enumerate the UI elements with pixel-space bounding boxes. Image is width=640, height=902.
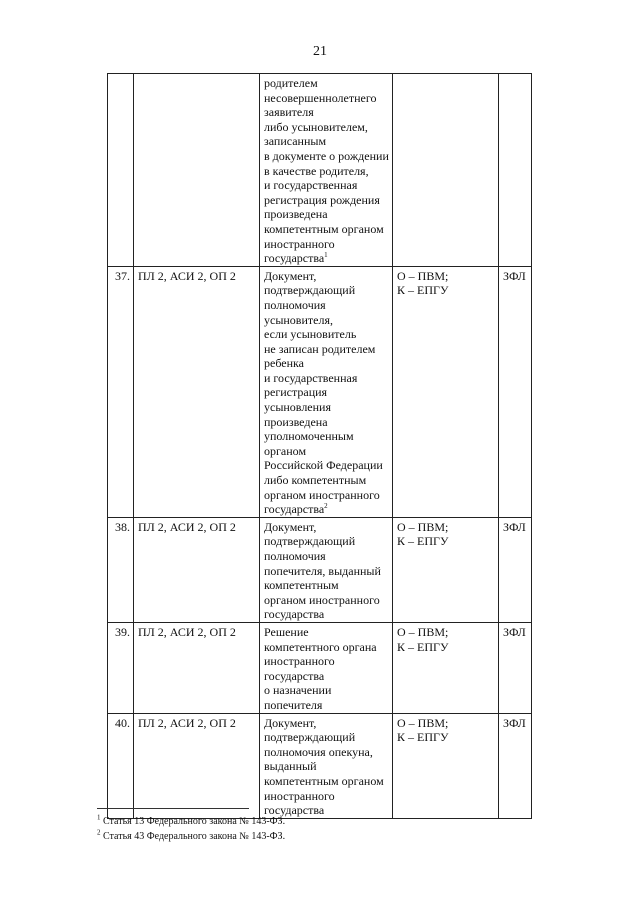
cell-document <box>260 713 393 818</box>
doc-line-text: Документ, <box>264 715 317 730</box>
doc-line <box>264 269 388 284</box>
doc-line: регистрация рождения <box>264 192 380 207</box>
footnote-1 <box>97 814 285 829</box>
cell-number: 40. <box>108 713 134 818</box>
cell-document <box>260 74 393 267</box>
cell-code: ПЛ 2, АСИ 2, ОП 2 <box>134 266 260 517</box>
cell-type: ЗФЛ <box>499 517 532 622</box>
doc-line <box>264 444 388 459</box>
footnote-text: Статья 13 Федерального закона № 143-ФЗ. <box>100 816 286 827</box>
doc-line <box>264 534 388 549</box>
doc-line-text: уполномоченным <box>264 429 354 444</box>
doc-line <box>264 251 388 266</box>
doc-line <box>264 789 388 804</box>
doc-line-text: и государственная <box>264 370 358 385</box>
doc-line <box>264 283 388 298</box>
doc-line-text: компетентного органа <box>264 639 377 654</box>
doc-line <box>264 473 388 488</box>
cell-method <box>393 266 499 517</box>
doc-line-text: ребенка <box>264 356 304 371</box>
doc-line <box>264 640 388 655</box>
doc-line <box>264 683 388 698</box>
doc-line <box>264 669 388 684</box>
doc-line-text: государства <box>264 251 325 266</box>
table-row-continuation <box>108 74 532 267</box>
doc-line <box>264 654 388 669</box>
cell-method <box>393 713 499 818</box>
doc-line <box>264 371 388 386</box>
cell-document <box>260 517 393 622</box>
doc-line <box>264 429 388 444</box>
doc-line: в качестве родителя, <box>264 163 369 178</box>
doc-line-text: подтверждающий <box>264 283 356 298</box>
doc-line-text: произведена <box>264 414 328 429</box>
footnote-2 <box>97 829 285 844</box>
doc-line-text: органом иностранного <box>264 592 380 607</box>
doc-line <box>264 625 388 640</box>
cell-code: ПЛ 2, АСИ 2, ОП 2 <box>134 622 260 713</box>
cell-number <box>108 74 134 267</box>
doc-line-text: попечителя <box>264 697 323 712</box>
doc-line-text: Решение <box>264 624 309 639</box>
doc-line <box>264 730 388 745</box>
cell-number: 37. <box>108 266 134 517</box>
method-line: К – ЕПГУ <box>397 639 449 654</box>
doc-line-text: Российской Федерации <box>264 458 383 473</box>
doc-line-text: органом иностранного <box>264 487 380 502</box>
doc-line-text: регистрация <box>264 385 328 400</box>
method-line: О – ПВМ; <box>397 268 449 283</box>
footnote-mark: 1 <box>97 813 101 822</box>
documents-table <box>107 73 532 819</box>
doc-line <box>264 593 388 608</box>
doc-line-text: не записан родителем <box>264 341 376 356</box>
doc-line: несовершеннолетнего <box>264 90 377 105</box>
doc-line: заявителя <box>264 105 314 120</box>
method-line: О – ПВМ; <box>397 519 449 534</box>
cell-document <box>260 266 393 517</box>
page-number: 21 <box>313 44 327 59</box>
doc-line-text: усыновителя, <box>264 312 333 327</box>
doc-line: либо усыновителем, <box>264 119 368 134</box>
doc-line-text: о назначении <box>264 683 332 698</box>
doc-line: и государственная <box>264 178 358 193</box>
doc-line-text: компетентным органом <box>264 773 384 788</box>
doc-line <box>264 415 388 430</box>
cell-method <box>393 517 499 622</box>
cell-code: ПЛ 2, АСИ 2, ОП 2 <box>134 517 260 622</box>
doc-line: произведена <box>264 207 328 222</box>
doc-line-text: иностранного <box>264 788 335 803</box>
footnotes <box>97 814 285 844</box>
doc-line-text: подтверждающий <box>264 534 356 549</box>
doc-line-text: либо компетентным <box>264 473 367 488</box>
cell-number: 39. <box>108 622 134 713</box>
doc-line <box>264 607 388 622</box>
doc-line-text: полномочия опекуна, <box>264 744 373 759</box>
footnote-text: Статья 43 Федерального закона № 143-ФЗ. <box>100 831 286 842</box>
method-line: К – ЕПГУ <box>397 283 449 298</box>
doc-line-text: выданный <box>264 759 317 774</box>
doc-line-text: органом <box>264 443 307 458</box>
cell-code: ПЛ 2, АСИ 2, ОП 2 <box>134 713 260 818</box>
doc-line <box>264 520 388 535</box>
doc-line-text: государства <box>264 668 325 683</box>
doc-line-text: Документ, <box>264 519 317 534</box>
cell-type <box>499 74 532 267</box>
doc-line <box>264 385 388 400</box>
doc-line <box>264 549 388 564</box>
doc-line <box>264 400 388 415</box>
doc-line: иностранного <box>264 236 335 251</box>
doc-line: записанным <box>264 134 327 149</box>
doc-line-text: если усыновитель <box>264 327 357 342</box>
method-line: О – ПВМ; <box>397 715 449 730</box>
doc-line-text: усыновления <box>264 400 331 415</box>
cell-method <box>393 622 499 713</box>
footnote-mark: 2 <box>97 828 101 837</box>
cell-method <box>393 74 499 267</box>
doc-line <box>264 578 388 593</box>
doc-line-text: иностранного <box>264 654 335 669</box>
doc-line <box>264 759 388 774</box>
footnote-ref: 1 <box>324 251 328 260</box>
doc-line <box>264 698 388 713</box>
doc-line <box>264 502 388 517</box>
doc-line <box>264 564 388 579</box>
doc-line-text: подтверждающий <box>264 730 356 745</box>
cell-document <box>260 622 393 713</box>
doc-line <box>264 774 388 789</box>
doc-line-text: полномочия <box>264 549 326 563</box>
doc-line <box>264 298 388 313</box>
method-line: К – ЕПГУ <box>397 730 449 745</box>
cell-code <box>134 74 260 267</box>
doc-line: компетентным органом <box>264 221 384 236</box>
doc-line-text: полномочия <box>264 297 326 312</box>
doc-line-text: Документ, <box>264 268 317 283</box>
doc-line <box>264 327 388 342</box>
doc-line: родителем <box>264 76 318 90</box>
doc-line <box>264 342 388 357</box>
table-row <box>108 266 532 517</box>
method-line: О – ПВМ; <box>397 624 449 639</box>
cell-type: ЗФЛ <box>499 622 532 713</box>
cell-type: ЗФЛ <box>499 713 532 818</box>
cell-number: 38. <box>108 517 134 622</box>
method-line: К – ЕПГУ <box>397 534 449 549</box>
doc-line <box>264 458 388 473</box>
doc-line-text: государства <box>264 607 325 622</box>
footnote-divider <box>97 808 249 809</box>
doc-line-text: государства <box>264 803 325 818</box>
cell-type: ЗФЛ <box>499 266 532 517</box>
footnote-ref: 2 <box>324 502 328 511</box>
table-row <box>108 713 532 818</box>
table-row <box>108 517 532 622</box>
doc-line <box>264 488 388 503</box>
doc-line-text: государства <box>264 502 325 517</box>
doc-line-text: компетентным <box>264 578 339 593</box>
doc-line <box>264 716 388 731</box>
doc-line-text: попечителя, выданный <box>264 563 381 578</box>
doc-line: в документе о рождении <box>264 148 389 163</box>
doc-line <box>264 313 388 328</box>
table-row <box>108 622 532 713</box>
doc-line <box>264 745 388 760</box>
doc-line <box>264 356 388 371</box>
